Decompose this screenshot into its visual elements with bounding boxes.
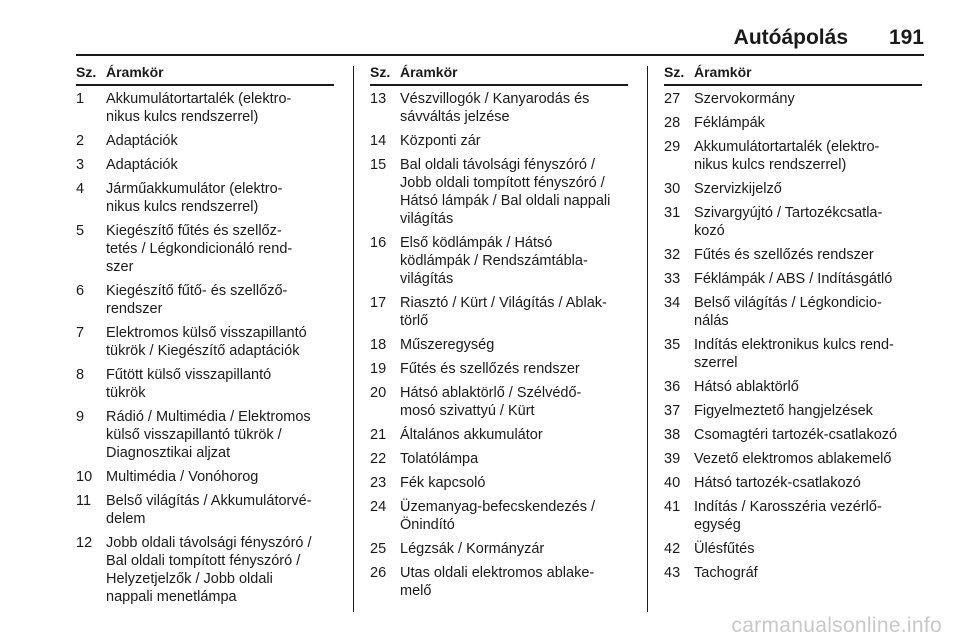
page-number: 191 [888, 26, 924, 49]
circuit-line: Féklámpák / ABS / Indításgátló [694, 271, 893, 287]
table-row [76, 86, 334, 128]
circuit-description [694, 270, 922, 288]
circuit-line: sávváltás jelzése [400, 109, 510, 125]
circuit-line: Vezető elektromos ablakemelő [694, 451, 892, 467]
circuit-line: külső visszapillantó tükrök / [106, 427, 282, 443]
circuit-description [400, 426, 628, 444]
circuit-line: Akkumulátortartalék (elektro- [106, 91, 292, 107]
circuit-line: rendszer [106, 301, 163, 317]
circuit-line: Fűtés és szellőzés rendszer [694, 247, 874, 263]
fuse-number: 22 [370, 451, 387, 467]
circuit-line: tükrök / Kiegészítő adaptációk [106, 343, 300, 359]
fuse-number: 13 [370, 91, 387, 107]
circuit-description [400, 294, 628, 330]
table-row [370, 230, 628, 290]
circuit-line: Hátsó lámpák / Bal oldali nappali [400, 193, 611, 209]
table-row [76, 278, 334, 320]
circuit-description [106, 534, 334, 606]
circuit-line: Adaptációk [106, 157, 178, 173]
table-row [370, 332, 628, 356]
circuit-line: Belső világítás / Akkumulátorvé- [106, 493, 312, 509]
circuit-description [106, 366, 334, 402]
circuit-description [694, 204, 922, 240]
table-row [76, 362, 334, 404]
circuit-line: Ülésfűtés [694, 541, 755, 557]
fuse-number: 38 [664, 427, 681, 443]
header-num: Sz. [664, 64, 685, 80]
circuit-description [400, 564, 628, 600]
fuse-table-column-3 [664, 64, 922, 584]
fuse-number: 36 [664, 379, 681, 395]
fuse-number: 40 [664, 475, 681, 491]
table-header [76, 64, 334, 86]
circuit-description [106, 222, 334, 276]
table-row [76, 404, 334, 464]
fuse-number: 12 [76, 535, 93, 551]
fuse-number: 2 [76, 133, 85, 149]
header-circuit: Áramkör [106, 64, 164, 80]
header-circuit: Áramkör [694, 64, 752, 80]
table-row [664, 242, 922, 266]
fuse-number: 8 [76, 367, 85, 383]
circuit-line: Tolatólámpa [400, 451, 479, 467]
circuit-description [106, 324, 334, 360]
table-row [76, 530, 334, 608]
fuse-number: 20 [370, 385, 387, 401]
fuse-number: 18 [370, 337, 387, 353]
circuit-description [694, 474, 922, 492]
table-row [76, 464, 334, 488]
table-row [370, 536, 628, 560]
circuit-description [106, 468, 334, 486]
circuit-description [400, 450, 628, 468]
circuit-description [400, 384, 628, 420]
circuit-line: Légzsák / Kormányzár [400, 541, 545, 557]
table-row [664, 86, 922, 110]
fuse-number: 16 [370, 235, 387, 251]
circuit-line: Szivargyújtó / Tartozékcsatla- [694, 205, 883, 221]
circuit-description [106, 156, 334, 174]
circuit-description [106, 282, 334, 318]
circuit-line: Indítás / Karosszéria vezérlő- [694, 499, 882, 515]
circuit-description [106, 408, 334, 462]
circuit-line: nikus kulcs rendszerrel) [694, 157, 847, 173]
circuit-line: melő [400, 583, 432, 599]
table-row [664, 470, 922, 494]
circuit-description [694, 450, 922, 468]
fuse-number: 14 [370, 133, 387, 149]
circuit-line: Jobb oldali távolsági fényszóró / [106, 535, 312, 551]
table-row [664, 134, 922, 176]
table-rows [76, 86, 334, 608]
circuit-line: Hátsó tartozék-csatlakozó [694, 475, 861, 491]
circuit-line: Rádió / Multimédia / Elektromos [106, 409, 311, 425]
table-row [370, 494, 628, 536]
fuse-number: 42 [664, 541, 681, 557]
table-row [76, 218, 334, 278]
fuse-number: 4 [76, 181, 85, 197]
circuit-description [106, 180, 334, 216]
table-row [370, 560, 628, 602]
fuse-number: 5 [76, 223, 85, 239]
circuit-line: Központi zár [400, 133, 481, 149]
fuse-number: 37 [664, 403, 681, 419]
table-row [664, 398, 922, 422]
circuit-line: delem [106, 511, 146, 527]
fuse-number: 11 [76, 493, 92, 509]
fuse-number: 28 [664, 115, 681, 131]
circuit-description [400, 234, 628, 288]
circuit-line: Csomagtéri tartozék-csatlakozó [694, 427, 898, 443]
circuit-line: Szervizkijelző [694, 181, 782, 197]
table-row [76, 152, 334, 176]
circuit-line: nikus kulcs rendszerrel) [106, 199, 259, 215]
circuit-description [400, 498, 628, 534]
table-row [664, 374, 922, 398]
circuit-description [400, 336, 628, 354]
table-row [664, 200, 922, 242]
circuit-line: Adaptációk [106, 133, 178, 149]
table-row [370, 422, 628, 446]
column-divider [647, 66, 648, 612]
fuse-number: 21 [370, 427, 387, 443]
circuit-line: világítás [400, 271, 454, 287]
fuse-number: 3 [76, 157, 85, 173]
circuit-description [400, 132, 628, 150]
circuit-line: nálás [694, 313, 729, 329]
fuse-number: 41 [664, 499, 681, 515]
header-num: Sz. [76, 64, 97, 80]
circuit-line: Multimédia / Vonóhorog [106, 469, 259, 485]
fuse-number: 33 [664, 271, 681, 287]
table-row [76, 488, 334, 530]
circuit-line: tetés / Légkondicionáló rend- [106, 241, 293, 257]
table-row [370, 380, 628, 422]
table-row [664, 266, 922, 290]
circuit-line: egység [694, 517, 741, 533]
table-row [664, 560, 922, 584]
table-row [370, 290, 628, 332]
fuse-number: 39 [664, 451, 681, 467]
circuit-line: Járműakkumulátor (elektro- [106, 181, 283, 197]
fuse-number: 27 [664, 91, 681, 107]
fuse-number: 15 [370, 157, 387, 173]
circuit-description [694, 90, 922, 108]
fuse-number: 34 [664, 295, 681, 311]
circuit-description [400, 156, 628, 228]
fuse-number: 24 [370, 499, 387, 515]
circuit-line: világítás [400, 211, 454, 227]
circuit-line: Riasztó / Kürt / Világítás / Ablak- [400, 295, 607, 311]
table-row [664, 422, 922, 446]
circuit-line: szer [106, 259, 134, 275]
circuit-line: Belső világítás / Légkondicio- [694, 295, 882, 311]
table-rows [664, 86, 922, 584]
header-circuit: Áramkör [400, 64, 458, 80]
table-row [76, 176, 334, 218]
table-row [76, 320, 334, 362]
circuit-description [694, 114, 922, 132]
circuit-description [694, 336, 922, 372]
circuit-line: mosó szivattyú / Kürt [400, 403, 535, 419]
fuse-number: 26 [370, 565, 387, 581]
circuit-description [694, 564, 922, 582]
circuit-description [694, 294, 922, 330]
circuit-line: Üzemanyag-befecskendezés / [400, 499, 596, 515]
circuit-line: Első ködlámpák / Hátsó [400, 235, 553, 251]
circuit-description [106, 90, 334, 126]
circuit-description [694, 180, 922, 198]
table-header [664, 64, 922, 86]
circuit-line: Bal oldali tompított fényszóró / [106, 553, 301, 569]
circuit-description [106, 132, 334, 150]
fuse-number: 43 [664, 565, 681, 581]
watermark: carmanualsonline.info [731, 614, 942, 637]
fuse-number: 1 [76, 91, 85, 107]
circuit-line: Diagnosztikai aljzat [106, 445, 231, 461]
table-row [76, 128, 334, 152]
circuit-line: Hátsó ablaktörlő [694, 379, 799, 395]
circuit-description [400, 540, 628, 558]
fuse-number: 32 [664, 247, 681, 263]
circuit-line: Jobb oldali tompított fényszóró / [400, 175, 605, 191]
fuse-number: 10 [76, 469, 93, 485]
fuse-table-column-2 [370, 64, 628, 602]
table-row [664, 176, 922, 200]
table-row [664, 494, 922, 536]
fuse-number: 30 [664, 181, 681, 197]
circuit-line: Szervokormány [694, 91, 795, 107]
circuit-line: Elektromos külső visszapillantó [106, 325, 307, 341]
column-divider [353, 66, 354, 612]
table-header [370, 64, 628, 86]
table-row [664, 536, 922, 560]
circuit-line: Figyelmeztető hangjelzések [694, 403, 873, 419]
fuse-number: 31 [664, 205, 681, 221]
table-row [370, 86, 628, 128]
circuit-line: törlő [400, 313, 429, 329]
circuit-line: Kiegészítő fűtő- és szellőző- [106, 283, 288, 299]
circuit-line: Kiegészítő fűtés és szellőz- [106, 223, 282, 239]
circuit-line: Fék kapcsoló [400, 475, 486, 491]
fuse-number: 17 [370, 295, 387, 311]
circuit-description [694, 246, 922, 264]
page-header [76, 24, 924, 56]
circuit-line: Vészvillogók / Kanyarodás és [400, 91, 590, 107]
circuit-line: ködlámpák / Rendszámtábla- [400, 253, 588, 269]
table-row [370, 152, 628, 230]
circuit-description [106, 492, 334, 528]
circuit-description [694, 540, 922, 558]
circuit-line: Utas oldali elektromos ablake- [400, 565, 595, 581]
circuit-line: nappali menetlámpa [106, 589, 237, 605]
circuit-line: Fűtés és szellőzés rendszer [400, 361, 580, 377]
circuit-line: Tachográf [694, 565, 758, 581]
circuit-line: Helyzetjelzők / Jobb oldali [106, 571, 273, 587]
circuit-line: Akkumulátortartalék (elektro- [694, 139, 880, 155]
circuit-line: nikus kulcs rendszerrel) [106, 109, 259, 125]
circuit-line: Hátsó ablaktörlő / Szélvédő- [400, 385, 582, 401]
circuit-line: Féklámpák [694, 115, 765, 131]
table-row [664, 332, 922, 374]
table-row [664, 110, 922, 134]
fuse-number: 19 [370, 361, 387, 377]
fuse-number: 9 [76, 409, 85, 425]
circuit-description [694, 138, 922, 174]
circuit-description [400, 90, 628, 126]
table-row [664, 446, 922, 470]
fuse-number: 7 [76, 325, 85, 341]
fuse-number: 25 [370, 541, 387, 557]
circuit-line: Bal oldali távolsági fényszóró / [400, 157, 596, 173]
fuse-number: 35 [664, 337, 681, 353]
circuit-line: kozó [694, 223, 725, 239]
page-title: Autóápolás [733, 26, 848, 49]
circuit-line: Önindító [400, 517, 455, 533]
circuit-line: Indítás elektronikus kulcs rend- [694, 337, 894, 353]
table-row [370, 128, 628, 152]
header-num: Sz. [370, 64, 391, 80]
circuit-description [694, 426, 922, 444]
circuit-description [400, 360, 628, 378]
circuit-line: Fűtött külső visszapillantó [106, 367, 272, 383]
table-row [664, 290, 922, 332]
fuse-number: 6 [76, 283, 85, 299]
circuit-description [400, 474, 628, 492]
circuit-description [694, 402, 922, 420]
circuit-line: szerrel [694, 355, 738, 371]
circuit-description [694, 378, 922, 396]
circuit-line: Általános akkumulátor [400, 427, 543, 443]
circuit-line: tükrök [106, 385, 146, 401]
circuit-line: Műszeregység [400, 337, 495, 353]
table-rows [370, 86, 628, 602]
table-row [370, 470, 628, 494]
circuit-description [694, 498, 922, 534]
fuse-number: 29 [664, 139, 681, 155]
fuse-number: 23 [370, 475, 387, 491]
fuse-table-column-1 [76, 64, 334, 608]
table-row [370, 446, 628, 470]
table-row [370, 356, 628, 380]
